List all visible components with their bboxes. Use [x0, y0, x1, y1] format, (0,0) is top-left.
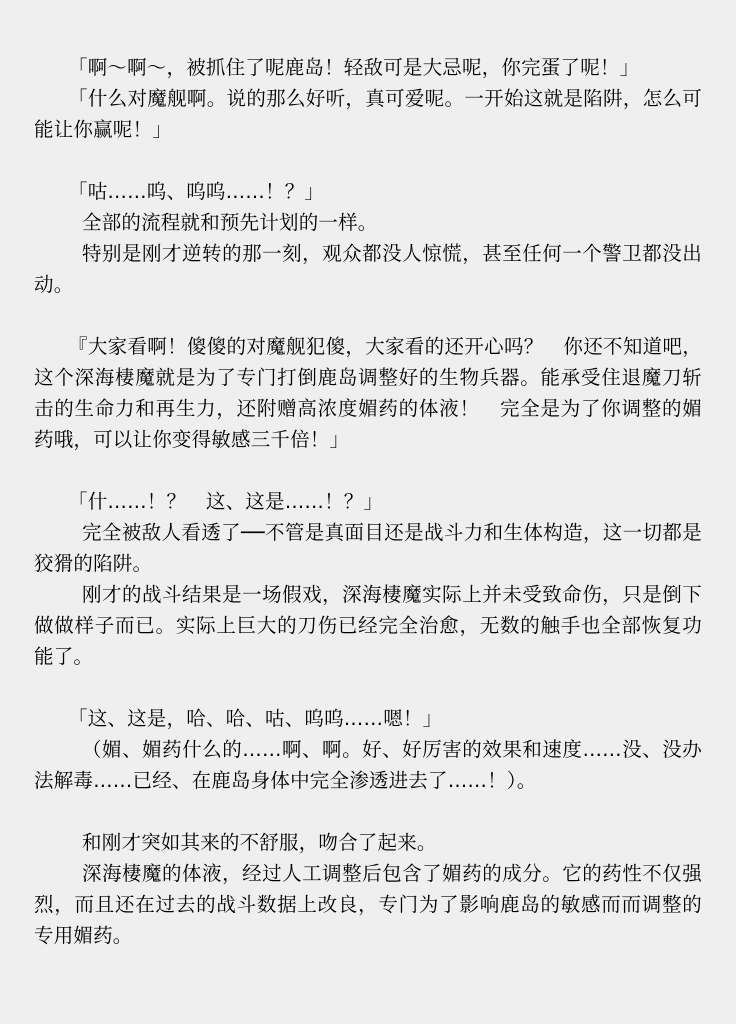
paragraph: 「啊〜啊〜，被抓住了呢鹿岛！轻敌可是大忌呢，你完蛋了呢！」 [68, 56, 640, 79]
text-block [34, 703, 702, 796]
text-block [34, 176, 702, 300]
paragraph: 「这、这是，哈、哈、咕、呜呜……嗯！」 [68, 707, 443, 730]
text-block [34, 486, 702, 672]
paragraph: 刚才的战斗结果是一场假戏，深海棲魔实际上并未受致命伤，只是倒下做做样子而已。实际上巨大的刀伤已经完全治愈，无数的触手也全部恢复功能了。 [34, 583, 702, 668]
paragraph: 完全被敌人看透了──不管是真面目还是战斗力和生体构造，这一切都是狡猾的陷阱。 [34, 521, 702, 575]
text-block [34, 52, 702, 145]
paragraph-spacer [34, 455, 702, 486]
paragraph: 「咕……呜、呜呜……！？」 [68, 180, 325, 203]
paragraph-spacer [34, 300, 702, 331]
paragraph: 「什么对魔舰啊。说的那么好听，真可爱呢。一开始这就是陷阱，怎么可能让你赢呢！」 [34, 87, 702, 141]
paragraph-spacer [34, 145, 702, 176]
paragraph: 「什……！？ 这、这是……！？」 [68, 490, 384, 513]
paragraph: 特别是刚才逆转的那一刻，观众都没人惊慌，甚至任何一个警卫都没出动。 [34, 242, 702, 296]
text-block [34, 827, 702, 951]
document-body [34, 52, 702, 951]
paragraph: 深海棲魔的体液，经过人工调整后包含了媚药的成分。它的药性不仅强烈，而且还在过去的战斗数据上改良，专门为了影响鹿岛的敏感而而调整的专用媚药。 [34, 862, 702, 947]
paragraph: 全部的流程就和预先计划的一样。 [82, 211, 378, 234]
paragraph: 和刚才突如其来的不舒服，吻合了起来。 [82, 831, 437, 854]
paragraph: 『大家看啊！傻傻的对魔舰犯傻，大家看的还开心吗？ 你还不知道吧，这个深海棲魔就是为了专门打倒鹿岛调整好的生物兵器。能承受住退魔刀斩击的生命力和再生力，还附赠高浓度媚药的体液！ 完全是为了你调整的媚药哦，可以让你变得敏感三千倍！」 [34, 335, 702, 451]
text-block [34, 331, 702, 455]
paragraph: （媚、媚药什么的……啊、啊。好、好厉害的效果和速度……没、没办法解毒……已经、在鹿岛身体中完全渗透进去了……！）。 [34, 738, 702, 792]
paragraph-spacer [34, 796, 702, 827]
paragraph-spacer [34, 672, 702, 703]
